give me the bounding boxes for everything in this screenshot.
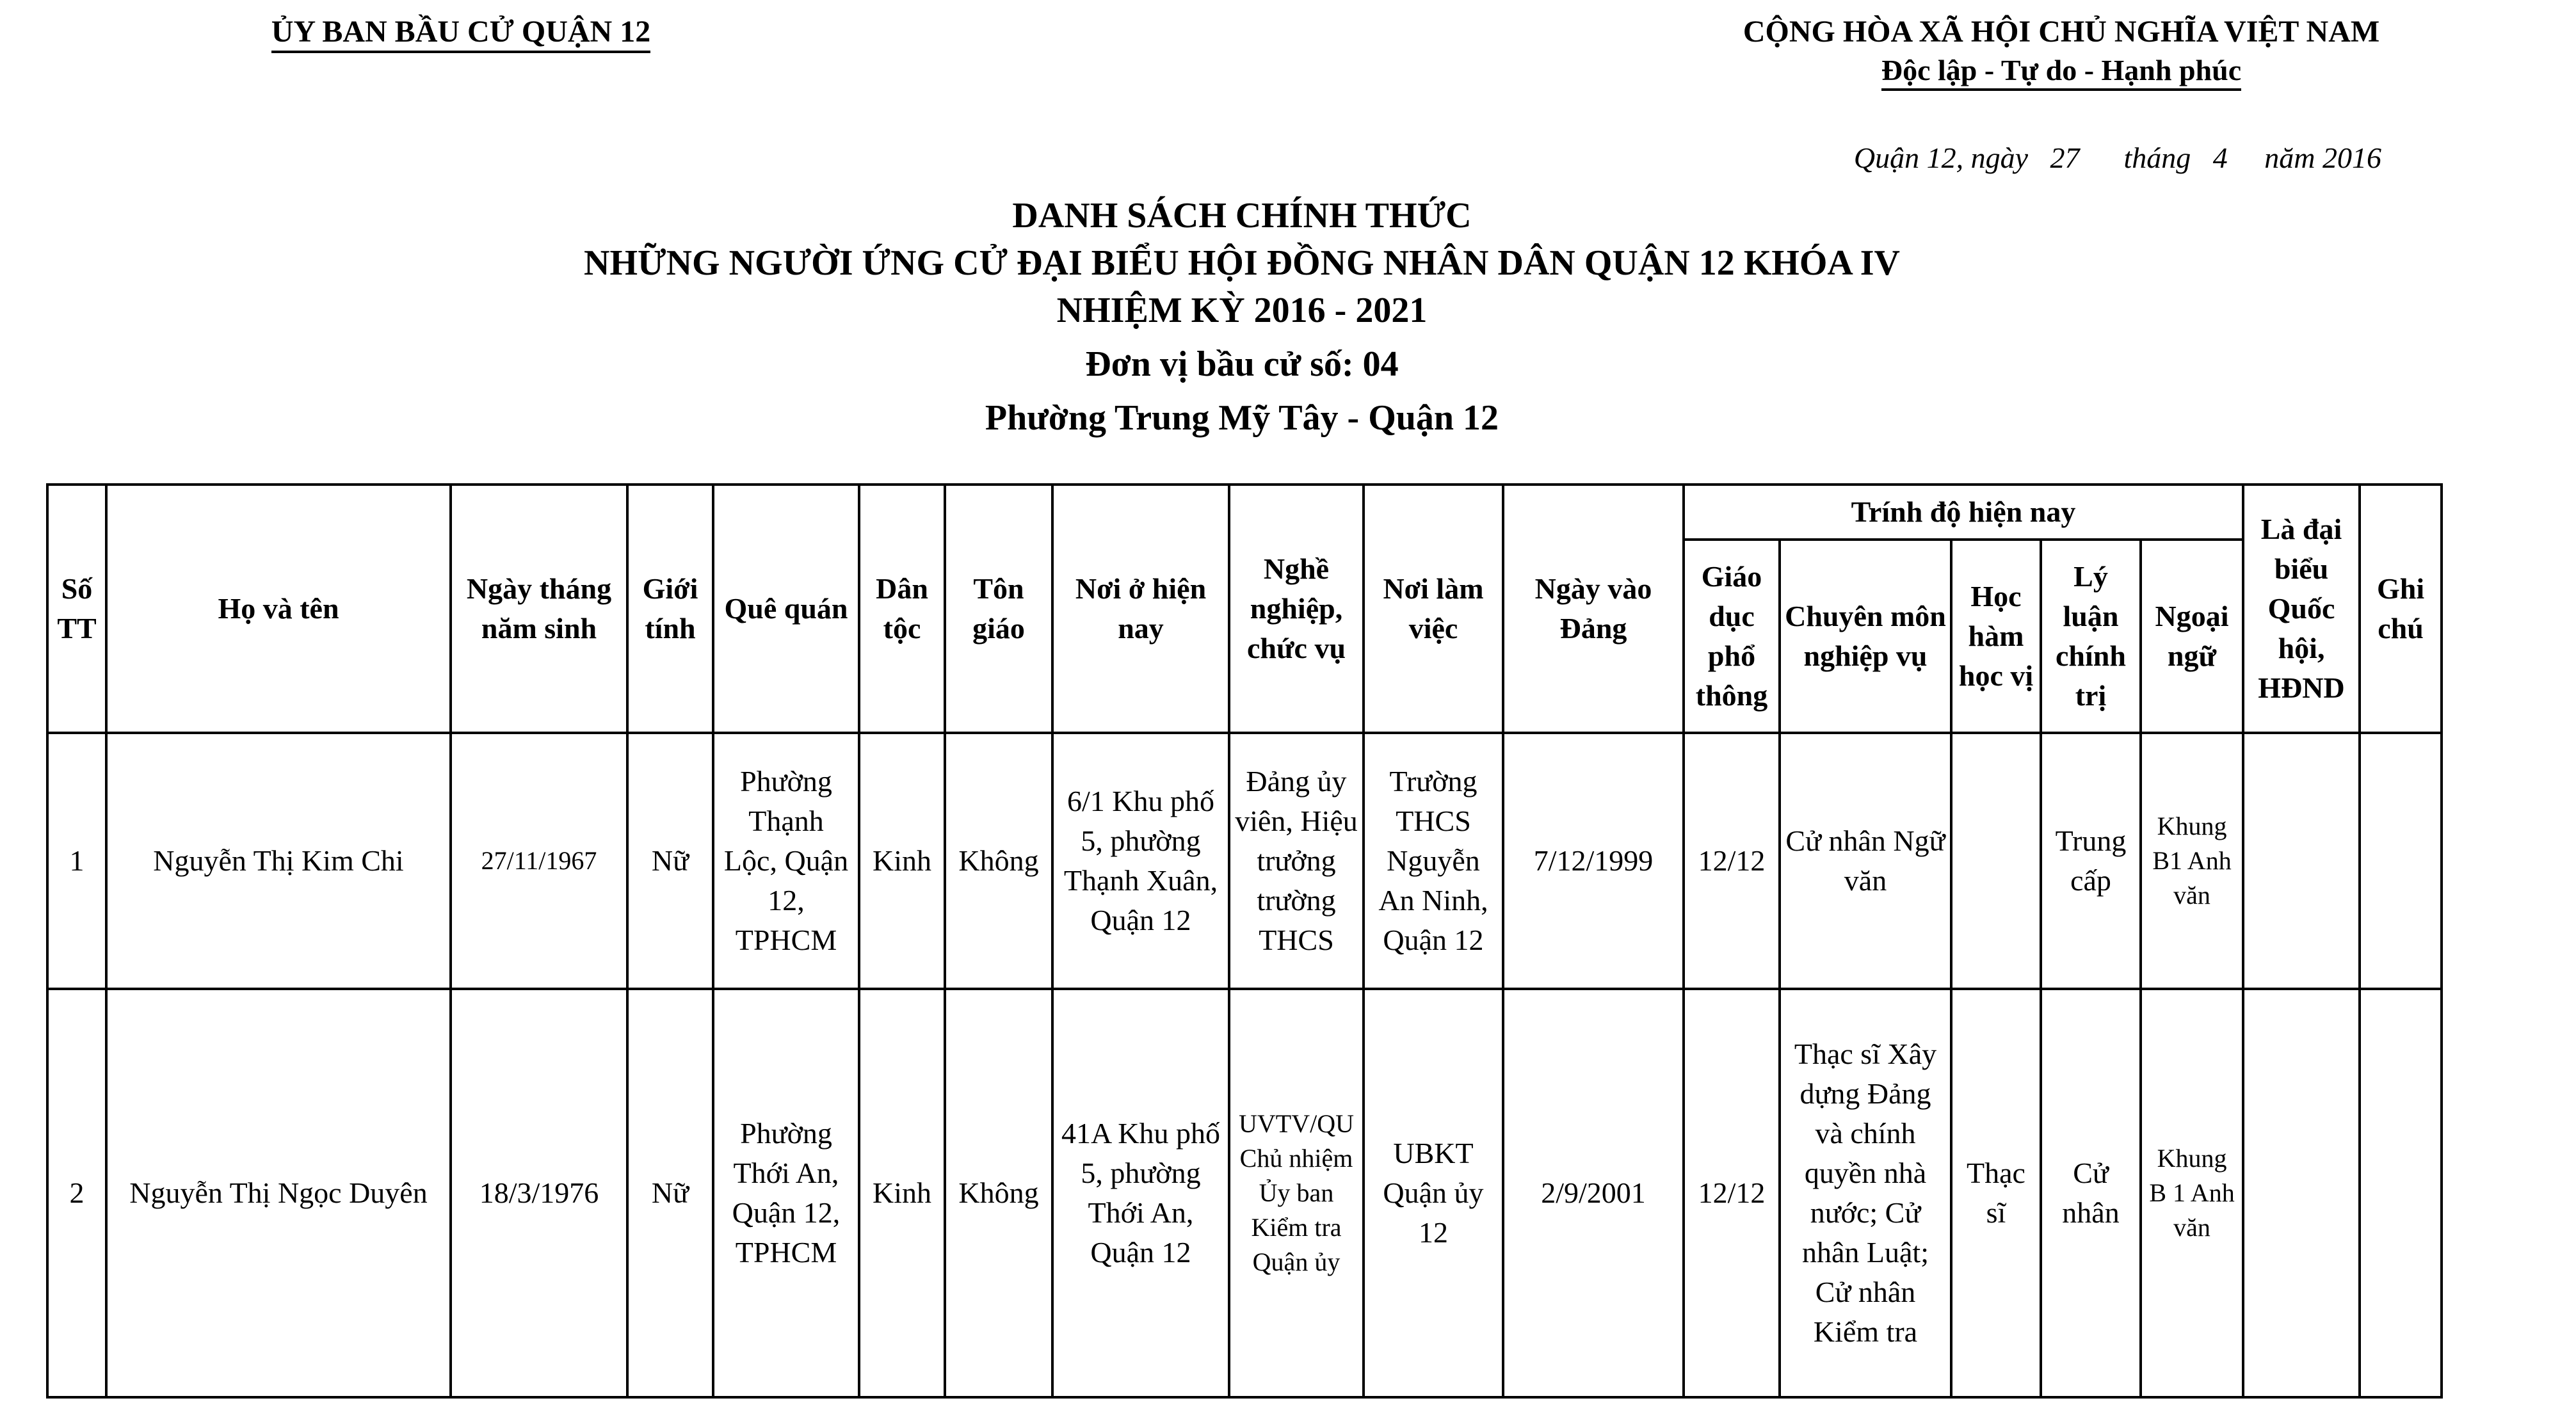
cell-general-edu: 12/12 xyxy=(1684,989,1780,1397)
col-header-religion: Tôn giáo xyxy=(945,485,1052,733)
document-titles xyxy=(256,192,2228,442)
cell-hometown: Phường Thới An, Quận 12, TPHCM xyxy=(713,989,859,1397)
cell-specialty: Cử nhân Ngữ văn xyxy=(1780,733,1951,989)
cell-ethnicity: Kinh xyxy=(859,989,945,1397)
national-title: CỘNG HÒA XÃ HỘI CHỦ NGHĨA VIỆT NAM xyxy=(1743,15,2380,49)
col-header-party-date: Ngày vào Đảng xyxy=(1503,485,1684,733)
col-header-gender: Giới tính xyxy=(627,485,713,733)
cell-religion: Không xyxy=(945,989,1052,1397)
col-header-general-edu: Giáo dục phổ thông xyxy=(1684,540,1780,733)
col-header-education-group: Trính độ hiện nay xyxy=(1684,485,2243,540)
cell-political: Cử nhân xyxy=(2041,989,2141,1397)
document-dateline: Quận 12, ngày 27 tháng 4 năm 2016 xyxy=(1853,141,2381,174)
cell-academic: Thạc sĩ xyxy=(1951,989,2041,1397)
col-header-political: Lý luận chính trị xyxy=(2041,540,2141,733)
cell-ethnicity: Kinh xyxy=(859,733,945,989)
col-header-residence: Nơi ở hiện nay xyxy=(1052,485,1229,733)
col-header-stt: Số TT xyxy=(47,485,106,733)
cell-delegate xyxy=(2243,733,2360,989)
cell-delegate xyxy=(2243,989,2360,1397)
cell-general-edu: 12/12 xyxy=(1684,733,1780,989)
title-line-1: DANH SÁCH CHÍNH THỨC xyxy=(1012,196,1472,236)
national-motto: Độc lập - Tự do - Hạnh phúc xyxy=(1881,53,2241,91)
cell-workplace: UBKT Quận ủy 12 xyxy=(1364,989,1503,1397)
col-header-language: Ngoại ngữ xyxy=(2141,540,2243,733)
cell-residence: 41A Khu phố 5, phường Thới An, Quận 12 xyxy=(1052,989,1229,1397)
cell-hometown: Phường Thạnh Lộc, Quận 12, TPHCM xyxy=(713,733,859,989)
national-header xyxy=(1703,14,2420,91)
cell-gender: Nữ xyxy=(627,733,713,989)
cell-political: Trung cấp xyxy=(2041,733,2141,989)
cell-name: Nguyễn Thị Ngọc Duyên xyxy=(106,989,451,1397)
cell-dob: 18/3/1976 xyxy=(451,989,627,1397)
cell-occupation: Đảng ủy viên, Hiệu trưởng trường THCS xyxy=(1229,733,1364,989)
cell-stt: 1 xyxy=(47,733,106,989)
cell-residence: 6/1 Khu phố 5, phường Thạnh Xuân, Quận 12 xyxy=(1052,733,1229,989)
title-line-3: NHIỆM KỲ 2016 - 2021 xyxy=(1056,291,1428,330)
ward-district: Phường Trung Mỹ Tây - Quận 12 xyxy=(985,398,1499,438)
col-header-specialty: Chuyên môn nghiệp vụ xyxy=(1780,540,1951,733)
candidate-table xyxy=(46,483,2443,1399)
issuing-organization-name: ỦY BAN BẦU CỬ QUẬN 12 xyxy=(271,14,650,53)
cell-academic xyxy=(1951,733,2041,989)
col-header-dob: Ngày tháng năm sinh xyxy=(451,485,627,733)
col-header-workplace: Nơi làm việc xyxy=(1364,485,1503,733)
cell-stt: 2 xyxy=(47,989,106,1397)
col-header-ethnicity: Dân tộc xyxy=(859,485,945,733)
header-row-1 xyxy=(47,485,2442,540)
cell-specialty: Thạc sĩ Xây dựng Đảng và chính quyền nhà nước; Cử nhân Luật; Cử nhân Kiểm tra xyxy=(1780,989,1951,1397)
cell-note xyxy=(2360,733,2442,989)
cell-gender: Nữ xyxy=(627,989,713,1397)
cell-name: Nguyễn Thị Kim Chi xyxy=(106,733,451,989)
cell-dob: 27/11/1967 xyxy=(451,733,627,989)
col-header-occupation: Nghề nghiệp, chức vụ xyxy=(1229,485,1364,733)
cell-religion: Không xyxy=(945,733,1052,989)
col-header-academic: Học hàm học vị xyxy=(1951,540,2041,733)
col-header-delegate: Là đại biểu Quốc hội, HĐND xyxy=(2243,485,2360,733)
col-header-name: Họ và tên xyxy=(106,485,451,733)
table-row xyxy=(47,989,2442,1397)
cell-party-date: 7/12/1999 xyxy=(1503,733,1684,989)
cell-party-date: 2/9/2001 xyxy=(1503,989,1684,1397)
electoral-unit: Đơn vị bầu cử số: 04 xyxy=(1085,344,1399,384)
col-header-hometown: Quê quán xyxy=(713,485,859,733)
issuing-organization xyxy=(243,14,679,53)
cell-language: Khung B1 Anh văn xyxy=(2141,733,2243,989)
cell-occupation: UVTV/QU Chủ nhiệm Ủy ban Kiểm tra Quận ủy xyxy=(1229,989,1364,1397)
cell-note xyxy=(2360,989,2442,1397)
table-row xyxy=(47,733,2442,989)
col-header-note: Ghi chú xyxy=(2360,485,2442,733)
cell-language: Khung B 1 Anh văn xyxy=(2141,989,2243,1397)
title-line-2: NHỮNG NGƯỜI ỨNG CỬ ĐẠI BIỂU HỘI ĐỒNG NHÂN DÂN QUẬN 12 KHÓA IV xyxy=(584,243,1900,283)
cell-workplace: Trường THCS Nguyễn An Ninh, Quận 12 xyxy=(1364,733,1503,989)
